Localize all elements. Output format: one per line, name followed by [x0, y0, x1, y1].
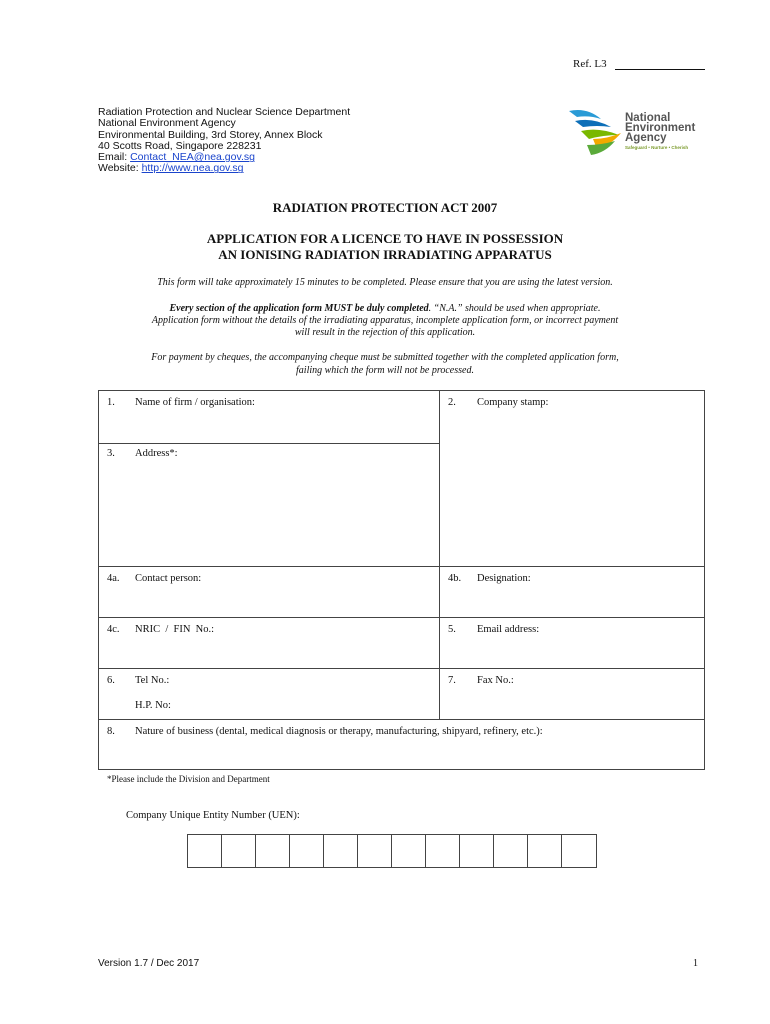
uen-char-box[interactable] [256, 835, 290, 867]
act-title: RADIATION PROTECTION ACT 2007 [272, 200, 498, 215]
field-number: 4c. [107, 624, 120, 635]
version-label: Version 1.7 / Dec 2017 [98, 958, 200, 969]
field-number: 3. [107, 448, 115, 459]
requirement-note: will result in the rejection of this application. [294, 327, 476, 338]
field-number: 5. [448, 624, 456, 635]
ref-input-line[interactable] [615, 69, 705, 70]
page-number: 1 [693, 958, 698, 969]
logo-tagline: Safeguard • Nurture • Cherish [625, 145, 689, 150]
fax-no-field[interactable]: Fax No.: [477, 675, 514, 686]
application-form-table [98, 390, 705, 770]
logo-text: Agency [625, 132, 667, 144]
uen-char-box[interactable] [358, 835, 392, 867]
uen-char-box[interactable] [426, 835, 460, 867]
hp-no-field[interactable]: H.P. No: [135, 700, 171, 711]
application-title: APPLICATION FOR A LICENCE TO HAVE IN POSSESSION [206, 231, 564, 246]
uen-char-box[interactable] [222, 835, 256, 867]
address-line: Environmental Building, 3rd Storey, Annex Block [98, 128, 323, 141]
table-divider [99, 443, 439, 444]
designation-field[interactable]: Designation: [477, 573, 531, 584]
nature-of-business-field[interactable]: Nature of business (dental, medical diagnosis or therapy, manufacturing, shipyard, refinery, etc.): [135, 726, 543, 737]
website-line: Website: http://www.nea.gov.sg [98, 162, 244, 175]
uen-char-box[interactable] [392, 835, 426, 867]
table-divider [439, 391, 440, 719]
payment-note: failing which the form will not be processed. [296, 365, 474, 376]
table-divider [99, 719, 704, 720]
completion-note: This form will take approximately 15 minutes to be completed. Please ensure that you are using the latest version. [157, 277, 613, 288]
field-number: 4a. [107, 573, 120, 584]
requirement-note: Application form without the details of the irradiating apparatus, incomplete application form, or incorrect payment [151, 315, 619, 326]
ref-label: Ref. L3 [573, 58, 607, 70]
nea-logo [567, 105, 707, 157]
email-line: Email: Contact_NEA@nea.gov.sg [98, 151, 255, 164]
address-line: Radiation Protection and Nuclear Science Department [98, 106, 351, 118]
requirement-note: Every section of the application form MUST be duly completed. “N.A.” should be used when appropriate. [169, 303, 601, 314]
uen-char-box[interactable] [562, 835, 596, 867]
field-number: 7. [448, 675, 456, 686]
website-link[interactable]: http://www.nea.gov.sg [141, 162, 244, 175]
uen-char-box[interactable] [460, 835, 494, 867]
email-link[interactable]: Contact_NEA@nea.gov.sg [130, 151, 255, 164]
logo-text: Environment [625, 122, 696, 134]
agency-address [98, 107, 350, 175]
nric-fin-field[interactable]: NRIC / FIN No.: [135, 624, 215, 635]
field-number: 6. [107, 675, 115, 686]
address-field[interactable]: Address*: [135, 448, 178, 459]
uen-char-box[interactable] [188, 835, 222, 867]
address-line: National Environment Agency [98, 117, 236, 130]
table-divider [99, 668, 704, 669]
uen-input-boxes [187, 834, 597, 868]
uen-char-box[interactable] [528, 835, 562, 867]
uen-label: Company Unique Entity Number (UEN): [126, 810, 300, 821]
tel-no-field[interactable]: Tel No.: [135, 675, 170, 686]
table-divider [99, 617, 704, 618]
field-number: 8. [107, 726, 115, 737]
address-footnote: *Please include the Division and Department [107, 774, 270, 784]
uen-char-box[interactable] [290, 835, 324, 867]
uen-char-box[interactable] [494, 835, 528, 867]
field-number: 2. [448, 397, 456, 408]
logo-text: National [625, 112, 671, 124]
address-line: 40 Scotts Road, Singapore 228231 [98, 139, 262, 152]
email-address-field[interactable]: Email address: [477, 624, 540, 635]
payment-note: For payment by cheques, the accompanying cheque must be submitted together with the completed application form, [151, 352, 619, 363]
contact-person-field[interactable]: Contact person: [135, 573, 202, 584]
table-divider [99, 566, 704, 567]
uen-char-box[interactable] [324, 835, 358, 867]
firm-name-field[interactable]: Name of firm / organisation: [135, 397, 255, 408]
nea-logo-mark-icon [567, 105, 623, 157]
application-title: AN IONISING RADIATION IRRADIATING APPARATUS [218, 247, 552, 262]
field-number: 4b. [448, 573, 462, 584]
field-number: 1. [107, 397, 115, 408]
company-stamp-field[interactable]: Company stamp: [477, 397, 549, 408]
